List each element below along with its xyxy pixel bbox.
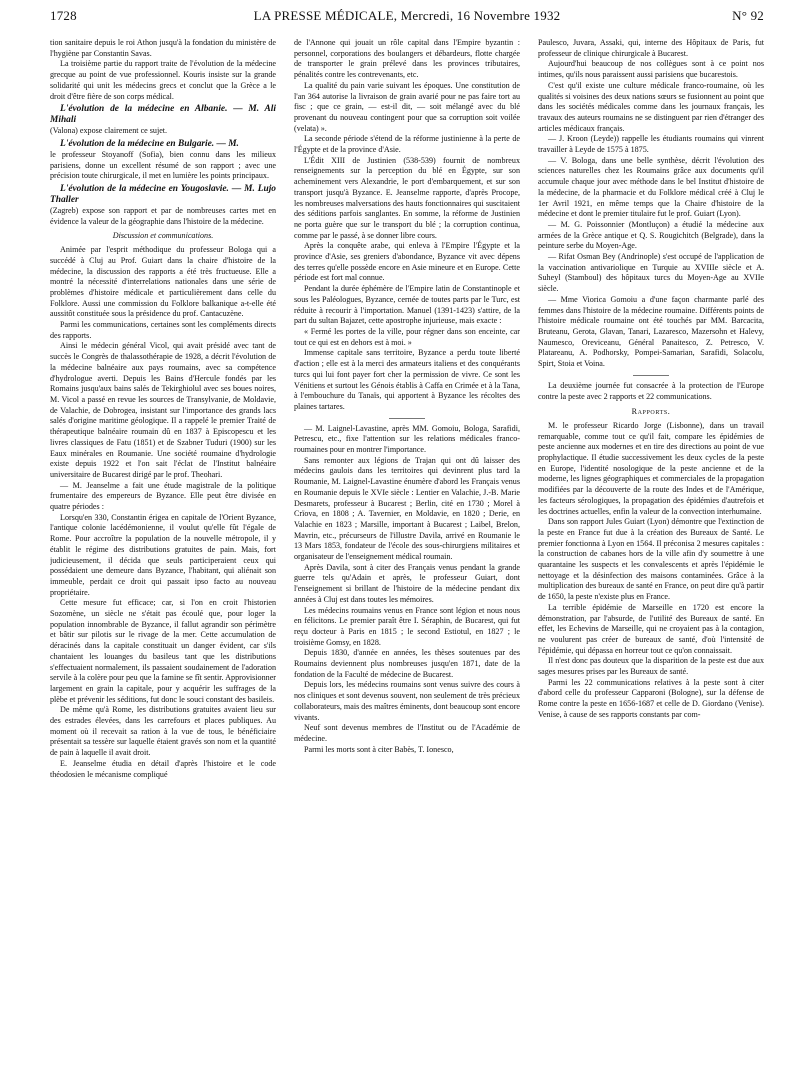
paragraph: — M. G. Poissonnier (Montluçon) a étudié la médecine aux armées de la Grèce antique et Q. S. Rougichitch (Belgrade), dans la peinture serbe du Moyen-Age. [538, 219, 764, 251]
section-heading: L'évolution de la médecine en Bulgarie. — M. [60, 138, 239, 149]
column-3 [538, 38, 764, 1078]
paragraph: Paulesco, Juvara, Assaki, qui, interne des Hôpitaux de Paris, fut professeur de clinique chirurgicale à Bucarest. [538, 38, 764, 58]
paragraph: Animée par l'esprit méthodique du professeur Bologa qui a succédé à Cluj au Prof. Guiart dans la chaire d'histoire de la médecine, la discussion des rapports a été très fructueuse. Elle a montré la nécessité d'interrelations nationales dans une série de problèmes d'histoire médicale et particulièrement dans celle du Folklore. Aussi une commission du Folklore balkanique a-t-elle été aussitôt constituée sous la présidence du prof. Cantacuzène. [50, 245, 276, 319]
paragraph: — Rifat Osman Bey (Andrinople) s'est occupé de l'application de la vaccination antivariolique en Turquie au XVIIIe siècle et A. Suheyl (Stamboul) des hôpitaux turcs du Moyen-Age au XVIIe siècle. [538, 252, 764, 294]
paragraph: Dans son rapport Jules Guiart (Lyon) démontre que l'extinction de la peste en France fut due à la création des Bureaux de Santé. Le premier fonctionna à Lyon en 1564. Il préconisa 2 mesures capitales : la construction de cabanes hors de la ville afin d'y soumettre à une quarantaine les suspects et les convalescents et après l'épidémie le nettoyage et la désinfection des maisons contaminées. Grâce à la multiplication des bureaux de santé en France, on peut dire qu'à partir de 1650, la peste n'existe plus en France. [538, 517, 764, 602]
paragraph: Neuf sont devenus membres de l'Institut ou de l'Académie de médecine. [294, 723, 520, 743]
paragraph: La qualité du pain varie suivant les époques. Une constitution de l'an 364 autorise la livraison de grain avarié pour ne pas faire tort au fisc ; que ce grain, — est-il dit, — soit mélangé avec du blé provenant du nouveau contingent pour que sa corruption soit voilée (velata) ». [294, 80, 520, 133]
paragraph: Pendant la durée éphémère de l'Empire latin de Constantinople et sous les Paléologues, Byzance, cernée de toutes parts par le Turc, est réduite à recourir à l'importation. Manuel (1391-1423) s'attire, de la part du sultan Bajazet, cette apostrophe injurieuse, mais exacte : [294, 284, 520, 326]
section-heading: L'évolution de la médecine en Albanie. — M. Ali Mihali [50, 104, 276, 126]
paragraph: Après Davila, sont à citer des Français venus pendant la grande guerre tels qu'Adain et après, le professeur Guiart, dont l'enseignement si brillant de l'histoire de la médecine pendant dix années à Cluj est dans toutes les mémoires. [294, 562, 520, 604]
section-title: Discussion et communications. [112, 231, 214, 241]
column-1 [50, 38, 276, 1078]
paragraph: La deuxième journée fut consacrée à la protection de l'Europe contre la peste avec 2 rapports et 22 communications. [538, 380, 764, 401]
divider [389, 418, 425, 419]
paragraph: Parmi les 22 communications relatives à la peste sont à citer d'abord celle du professeur Capparoni (Bologne), sur la défense de Rome contre la peste en 1656-1687 et celle de D. Giordano (Venise). Venise, à cause de ses rapports constants par com- [538, 677, 764, 719]
paragraph: C'est qu'il existe une culture médicale franco-roumaine, où les qualités si voisines des deux nations sœurs se fusionnent au point que dans les sociétés médicales comme dans les journaux français, les travaux des auteurs roumains ne se distinguent par rien d'étranger des articles médicaux français. [538, 80, 764, 133]
divider [633, 375, 669, 376]
paragraph: Parmi les communications, certaines sont les compléments directs des rapports. [50, 320, 276, 340]
paragraph: (Zagreb) expose son rapport et par de nombreuses cartes met en évidence la valeur de la géographie dans l'histoire de la médecine. [50, 206, 276, 226]
paragraph: La terrible épidémie de Marseille en 1720 est encore la démonstration, par l'absurde, de l'utilité des Bureaux de santé. En effet, les Echevins de Marseille, qui ne croyaient pas à la contagion, ne voulurent pas créer de bureaux de santé, d'où l'intensité de l'épidémie, qui dépassa en horreur tout ce qu'on connaissait. [538, 602, 764, 655]
paragraph: L'Édit XIII de Justinien (538-539) fournit de nombreux renseignements sur la perception du blé en Égypte, sur son acheminement vers Alexandrie, le port d'embarquement, et sur son transport jusqu'à Byzance. E. Jeanselme rapporte, d'après Procope, les nombreuses malversations des hauts fonctionnaires qui suscitaient des séditions parfois sanglantes. En somme, la réforme de Justinien ne porta guère que sur le transport du blé ; la corruption continua, comme par le passé, à se donner libre cours. [294, 155, 520, 240]
paragraph: La troisième partie du rapport traite de l'évolution de la médecine grecque au point de vue professionnel. Kouris insiste sur la grande solidarité qui unit les médecins grecs et conclut que la Grèce a le droit d'être fière de son corps médical. [50, 59, 276, 101]
paragraph: Les médecins roumains venus en France sont légion et nous nous en félicitons. Le premier paraît être I. Séraphin, de Bucarest, qui fut reçu docteur à Paris en 1815 ; le second Estiotul, en 1827 ; le troisième Gomsy, en 1828. [294, 605, 520, 647]
paragraph: de l'Annone qui jouait un rôle capital dans l'Empire byzantin : personnel, corporations des boulangers et débardeurs, flotte chargée de transporter le grain prélevé dans les provinces tributaires, pénalités contre les contrevenants, etc. [294, 38, 520, 80]
paragraph: La seconde période s'étend de la réforme justinienne à la perte de l'Égypte et de la province d'Asie. [294, 134, 520, 155]
paragraph: — Mme Viorica Gomoiu a d'une façon charmante parlé des femmes dans l'histoire de la médecine roumaine. Différents points de l'histoire médicale roumaine ont été touchés par MM. Barcacita, Bruteanu, Gerota, Glavan, Tanari, Lazaresco, Mazersohn et Halevy, Naumesco, Oreviceanu, Général Panaitesco, Z. Petresco, V. Platareanu, A. Podhorsky, Pompei-Samarian, Sarafidi, Solacolu, Spirt, Stoia et Voina. [538, 294, 764, 369]
article-body [50, 38, 764, 1078]
paragraph: E. Jeanselme étudia en détail d'après l'histoire et le code théodosien le mécanisme compliqué [50, 758, 276, 779]
paragraph: Après la conquête arabe, qui enleva à l'Empire l'Égypte et la province d'Asie, ses greniers d'abondance, Byzance vit avec dépens des terres qu'elle possède encore en Asie mineure et en Europe. Cette période est fort mal connue. [294, 241, 520, 283]
paragraph: Parmi les morts sont à citer Babès, T. Ionesco, [304, 744, 454, 754]
paragraph: Ainsi le médecin général Vicol, qui avait présidé avec tant de succès le Congrès de thalassothérapie de 1928, a décrit l'évolution de la médecine balnéaire aux pays roumains, avec sa compétence d'hydrologue averti. Depuis les Bains d'Hercule fondés par les Romains jusqu'aux bains salés de Tekirghiolul avec ses boues noires, M. Vicol a passé en revue les sources de Transylvanie, de Moldavie, de Valachie, de Dobrogea, insistant sur l'importance des grands lacs salés d'origine maritime géologique. Il a rappelé le premier Traité de thérapeutique balnéaire roumain dû en 1837 à Episcopescu et les livres classiques de Fatu (1851) et de Szabner Tuduri (1900) sur les Eaux minérales en Roumanie. Une société roumaine d'hydrologie existe depuis 1922 et l'on sait l'éclat de l'Institut balnéaire universitaire de Bucarest dirigé par le prof. Theohari. [50, 341, 276, 479]
paragraph: De même qu'à Rome, les distributions gratuites avaient lieu sur des estrades élevées, dans les carrefours et places publiques. Au moment où il recevait sa ration à la vue de tous, le bénéficiaire présentait sa tessère sur laquelle étaient gravés son nom et la quantité de pain à laquelle il avait droit. [50, 705, 276, 758]
paragraph: Sans remonter aux légions de Trajan qui ont dû laisser des médecins gaulois dans les territoires qui devinrent plus tard la Roumanie, M. Laignel-Lavastine énumère d'abord les Français venus en Roumanie depuis le XVIe siècle : Lentier en Valachie, J.-B. Marie Desmarets, professeur à Bucarest ; Berlin, cité en 1730 ; Morel à Crïova, en 1808 ; A. Tavernier, en Moldavie, en 1820 ; Derie, en Valachie en 1823 ; Marsille, important à Bucarest ; Laibel, Brelon, Mavrin, etc., précurseurs de l'illustre Davila, arrivé en Roumanie le 13 Mars 1853, fondateur de l'école des sous-chirurgiens militaires et organisateur de l'enseignement médical roumain. [294, 455, 520, 562]
paragraph: Cette mesure fut efficace; car, si l'on en croit l'historien Sozomène, un siècle ne s'était pas écoulé que, pour loger la population innombrable de Byzance, il fallut agrandir son périmètre et bâtir sur pilotis sur le rivage de la mer. Cette accumulation de déracinés dans la capitale constituait un danger évident, car s'ils chantaient les louanges du basileus tant que les distributions s'effectuaient normalement, ils passaient soudainement de l'adoration servile à la colère pour peu que la famine se fît sentir. Approvisionner largement en grain la capitale, pour y acquérir les suffrages de la plèbe et prévenir les séditions, fut donc le souci constant des basileis. [50, 598, 276, 704]
paragraph: Lorsqu'en 330, Constantin érigea en capitale de l'Orient Byzance, l'antique colonie lacédémonienne, il voulut qu'elle fût l'égale de Rome. Pour accroître la population de la nouvelle métropole, il y établit le régime des distributions gratuites de pain. Mais, fort judicieusement, il décida que seuls participeraient ceux qui possédaient une demeure dans Byzance, l'habitant, qui aliénait son immeuble, perdait ce droit qui passait ipso facto au nouveau propriétaire. [50, 512, 276, 597]
paragraph: Immense capitale sans territoire, Byzance a perdu toute liberté d'action ; elle est à la merci des armateurs italiens et des conquérants turcs qui lui font payer fort cher la permission de vivre. Ce sont les Vénitiens et surtout les Génois établis à Caffa en Crimée et à la Tana, à l'embouchure du Tanaïs, qui apportent à Byzance les récoltes des plaines tartares. [294, 348, 520, 411]
paragraph: Depuis 1830, d'année en années, les thèses soutenues par des Roumains deviennent plus nombreuses jusqu'en 1871, date de la fondation de la Faculté de médecine de Bucarest. [294, 648, 520, 679]
paragraph: Aujourd'hui beaucoup de nos collègues sont à ce point nos intimes, qu'ils nous paraissent aussi parisiens que bucarestois. [538, 59, 764, 80]
paragraph: le professeur Stoyanoff (Sofia), bien connu dans les milieux parisiens, donne un excellent résumé de son rapport ; avec une précision toute chirurgicale, il met en lumière les points principaux. [50, 149, 276, 181]
paragraph: — M. Jeanselme a fait une étude magistrale de la politique frumentaire des empereurs de Byzance. Elle peut être divisée en quatre périodes : [50, 480, 276, 512]
paragraph: — V. Bologa, dans une belle synthèse, décrit l'évolution des sciences naturelles chez les Roumains grâce aux documents qu'il accumule chaque jour avec méthode dans le bel Institut d'histoire de la médecine, de la pharmacie et du Folklore médical créé à Cluj le 1er Avril 1921, en même temps que la Chaire d'histoire de la médecine et dont le premier titulaire fut le prof. Guiart (Lyon). [538, 155, 764, 219]
paragraph: M. le professeur Ricardo Jorge (Lisbonne), dans un travail remarquable, comme tout ce qu'il fait, compare les épidémies de peste ancienne aux modernes et en tire des directions au point de vue prophylactique. Il étudie successivement les deux cycles de la peste en Europe, l'identité nosologique de la peste ancienne et de la moderne, les lignes géographiques et commerciales de la propagation modifiées par la découverte de la route des Indes et de l'Amérique, les facteurs sérologiques, la propagation des épidémies d'autrefois et les doctrines actuelles, enfin la valeur de la convection interhumaine. [538, 420, 764, 516]
paragraph: tion sanitaire depuis le roi Athon jusqu'à la fondation du ministère de l'hygiène par Constantin Savas. [50, 38, 276, 58]
column-2 [294, 38, 520, 1078]
paragraph: Il n'est donc pas douteux que la disparition de la peste est due aux sages mesures prises par les Bureaux de santé. [538, 656, 764, 677]
section-title: Rapports. [631, 407, 671, 417]
paragraph: — M. Laignel-Lavastine, après MM. Gomoiu, Bologa, Sarafidi, Petrescu, etc., fixe l'attention sur les relations médicales franco-roumaines pour en montrer l'importance. [294, 423, 520, 455]
paragraph: — J. Kroon (Leyde)) rappelle les étudiants roumains qui vinrent travailler à Leyde de 1575 à 1875. [538, 134, 764, 155]
page-header [50, 8, 764, 30]
paragraph: Depuis lors, les médecins roumains sont venus suivre des cours à nos cliniques et sont devenus souvent, non seulement de très précieux collaborateurs, mais des maîtres éminents, dont beaucoup sont encore vivants. [294, 680, 520, 722]
journal-title: LA PRESSE MÉDICALE, Mercredi, 16 Novembre 1932 [253, 8, 561, 23]
issue-number: N° 92 [732, 8, 764, 23]
paragraph: « Fermé les portes de la ville, pour régner dans son enceinte, car tout ce qui est en dehors est à moi. » [294, 326, 520, 347]
page-number: 1728 [50, 8, 77, 23]
section-heading: L'évolution de la médecine en Yougoslavie. — M. Lujo Thaller [50, 184, 276, 206]
paragraph: (Valona) expose clairement ce sujet. [50, 126, 168, 136]
